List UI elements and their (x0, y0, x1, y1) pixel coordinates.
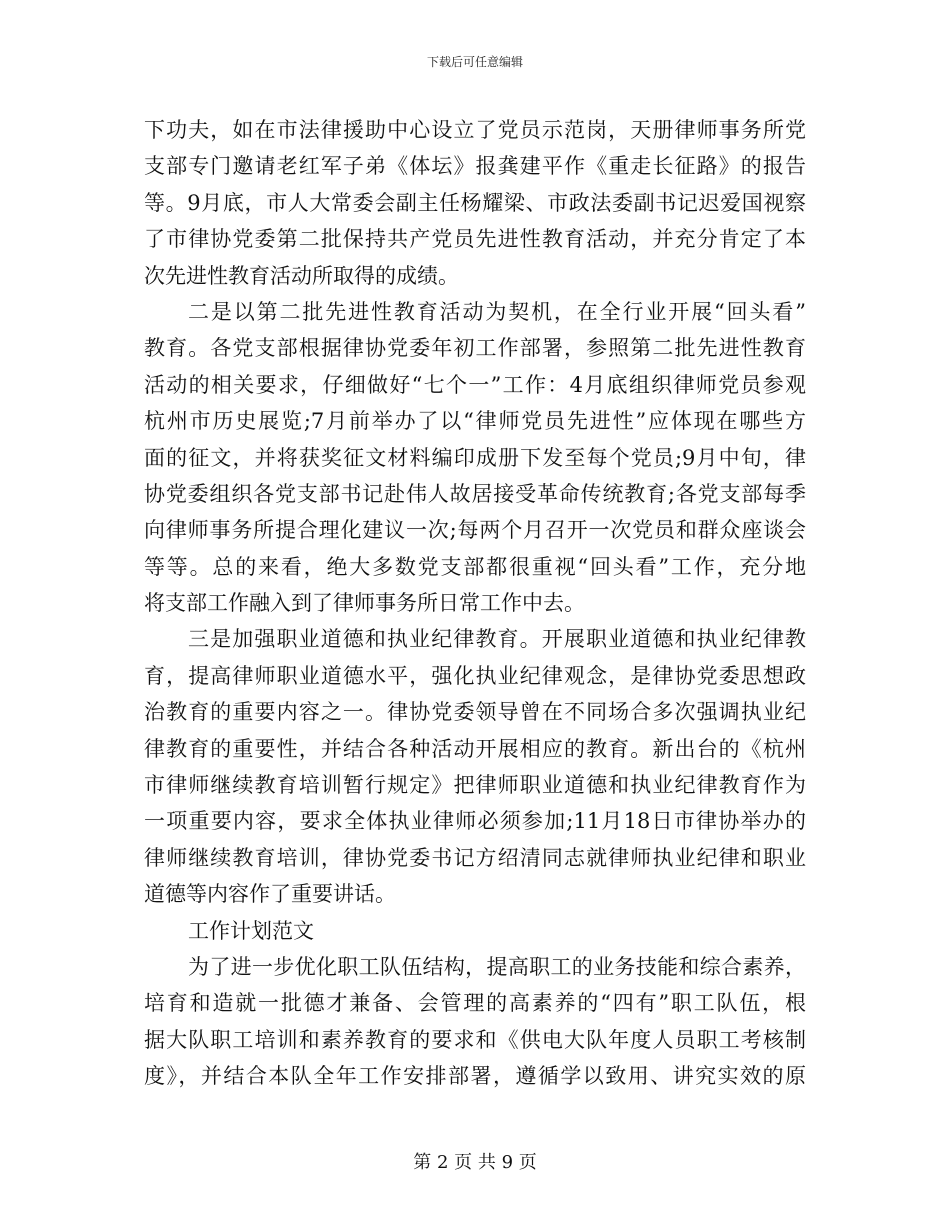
paragraph-line: 了市律协党委第二批保持共产党员先进性教育活动，并充分肯定了本 (144, 227, 806, 252)
paragraph-line: 为了进一步优化职工队伍结构，提高职工的业务技能和综合素养， (188, 954, 806, 979)
paragraph-line: 市律师继续教育培训暂行规定》把律师职业道德和执业纪律教育作为 (144, 773, 806, 798)
paragraph-line: 向律师事务所提合理化建议一次;每两个月召开一次党员和群众座谈会 (144, 518, 806, 543)
paragraph-line: 教育。各党支部根据律协党委年初工作部署，参照第二批先进性教育 (144, 336, 806, 361)
paragraph-line: 将支部工作融入到了律师事务所日常工作中去。 (144, 591, 585, 616)
paragraph-line: 道德等内容作了重要讲话。 (144, 882, 396, 907)
page-number: 第 2 页 共 9 页 (413, 1152, 537, 1173)
paragraph-line: 支部专门邀请老红军子弟《体坛》报龚建平作《重走长征路》的报告 (144, 154, 806, 179)
section-heading: 工作计划范文 (188, 918, 314, 943)
paragraph-line: 培育和造就一批德才兼备、会管理的高素养的“四有”职工队伍，根 (144, 991, 806, 1016)
paragraph-line: 活动的相关要求，仔细做好“七个一”工作：4月底组织律师党员参观 (144, 372, 806, 397)
document-body (144, 112, 806, 1095)
paragraph-line: 律师继续教育培训，律协党委书记方绍清同志就律师执业纪律和职业 (144, 845, 806, 870)
paragraph-line: 据大队职工培训和素养教育的要求和《供电大队年度人员职工考核制 (144, 1027, 806, 1052)
paragraph-line: 次先进性教育活动所取得的成绩。 (144, 263, 459, 288)
paragraph-line: 度》，并结合本队全年工作安排部署，遵循学以致用、讲究实效的原 (144, 1064, 806, 1089)
paragraph-line: 下功夫，如在市法律援助中心设立了党员示范岗，天册律师事务所党 (144, 118, 806, 142)
paragraph-line: 杭州市历史展览;7月前举办了以“律师党员先进性”应体现在哪些方 (144, 409, 806, 434)
paragraph-line: 协党委组织各党支部书记赴伟人故居接受革命传统教育;各党支部每季 (144, 481, 806, 506)
paragraph-line: 面的征文，并将获奖征文材料编印成册下发至每个党员;9月中旬，律 (144, 445, 806, 470)
paragraph-line: 三是加强职业道德和执业纪律教育。开展职业道德和执业纪律教 (188, 627, 806, 652)
paragraph-line: 一项重要内容，要求全体执业律师必须参加;11月18日市律协举办的 (144, 809, 806, 834)
paragraph-line: 等等。总的来看，绝大多数党支部都很重视“回头看”工作，充分地 (144, 554, 806, 579)
paragraph-line: 二是以第二批先进性教育活动为契机，在全行业开展“回头看” (188, 299, 806, 324)
paragraph-line: 育，提高律师职业道德水平，强化执业纪律观念，是律协党委思想政 (144, 663, 806, 688)
paragraph-line: 治教育的重要内容之一。律协党委领导曾在不同场合多次强调执业纪 (144, 700, 806, 725)
header-note: 下载后可任意编辑 (426, 55, 523, 69)
paragraph-line: 律教育的重要性，并结合各种活动开展相应的教育。新出台的《杭州 (144, 736, 806, 761)
paragraph-line: 等。9月底，市人大常委会副主任杨耀梁、市政法委副书记迟爱国视察 (144, 190, 806, 215)
